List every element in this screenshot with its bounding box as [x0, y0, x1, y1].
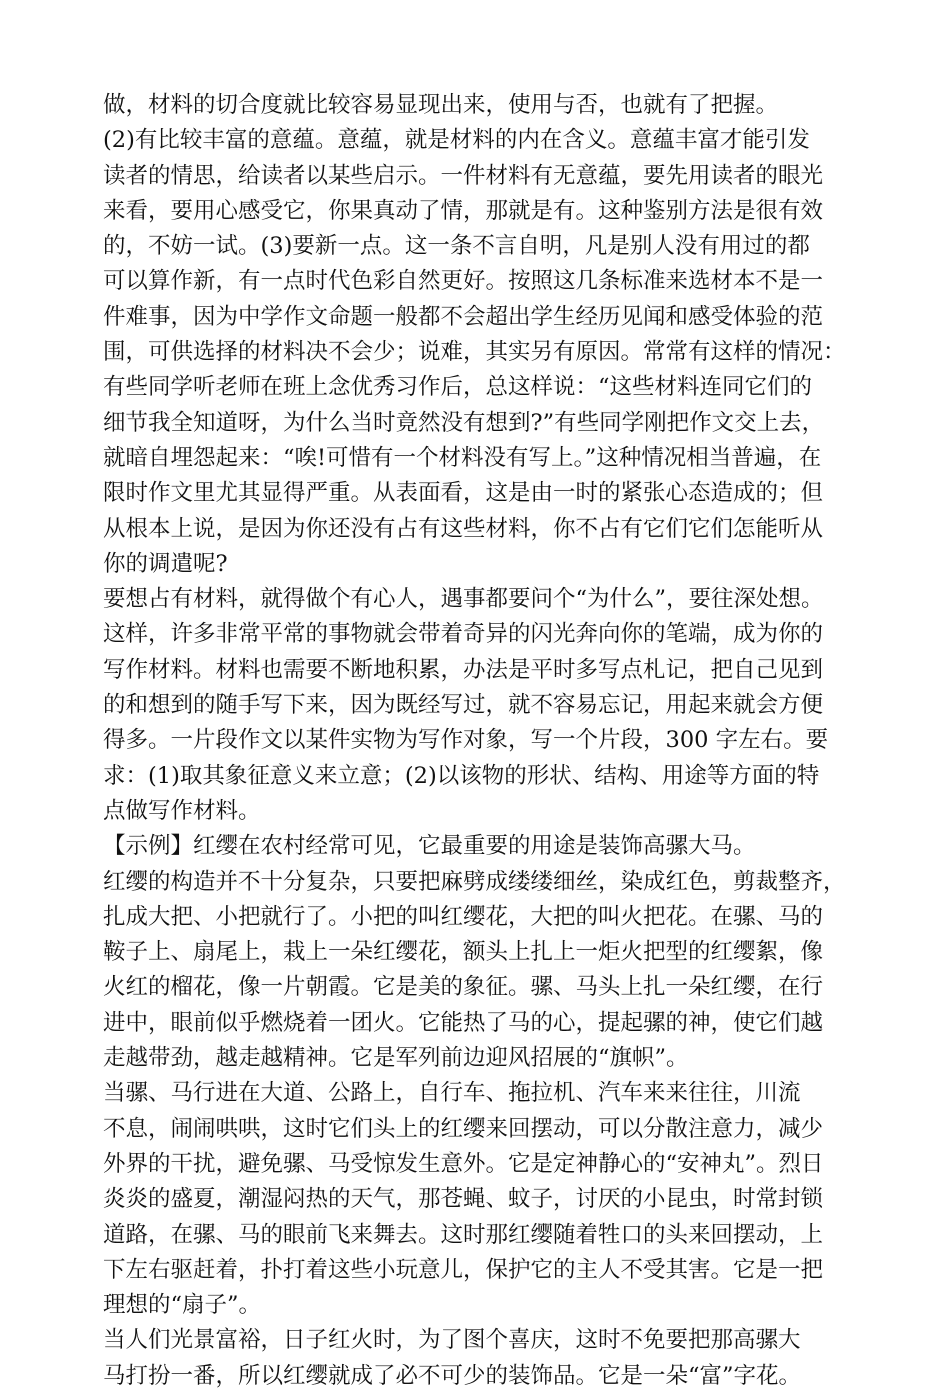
text-line: 你的调遣呢?: [103, 550, 228, 577]
text-line: 围，可供选择的材料决不会少；说难，其实另有原因。常常有这样的情况：: [103, 339, 846, 366]
text-line: 件难事，因为中学作文命题一般都不会超出学生经历见闻和感受体验的范: [103, 303, 824, 330]
text-line: 当骡、马行进在大道、公路上，自行车、拖拉机、汽车来来往往，川流: [103, 1080, 801, 1107]
text-line: 下左右驱赶着，扑打着这些小玩意儿，保护它的主人不受其害。它是一把: [103, 1256, 824, 1283]
text-line: 进中，眼前似乎燃烧着一团火。它能热了马的心，提起骡的神，使它们越: [103, 1009, 824, 1036]
text-line: 鞍子上、扇尾上，栽上一朵红缨花，额头上扎上一炬火把型的红缨絮，像: [103, 939, 824, 966]
text-line: 道路，在骡、马的眼前飞来舞去。这时那红缨随着牲口的头来回摆动，上: [103, 1221, 824, 1248]
text-line: 红缨的构造并不十分复杂，只要把麻劈成缕缕细丝，染成红色，剪裁整齐，: [103, 868, 846, 895]
text-line: 细节我全知道呀，为什么当时竟然没有想到?”有些同学刚把作文交上去，: [103, 409, 825, 436]
text-line: 限时作文里尤其显得严重。从表面看，这是由一时的紧张心态造成的；但: [103, 480, 824, 507]
text-line: 火红的榴花，像一片朝霞。它是美的象征。骡、马头上扎一朵红缨，在行: [103, 974, 824, 1001]
text-line: 走越带劲，越走越精神。它是军列前边迎风招展的“旗帜”。: [103, 1045, 689, 1072]
text-line: 求：(1)取其象征意义来立意；(2)以该物的形状、结构、用途等方面的特: [103, 762, 820, 789]
text-line: 做，材料的切合度就比较容易显现出来，使用与否，也就有了把握。: [103, 92, 779, 118]
text-line: 从根本上说，是因为你还没有占有这些材料，你不占有它们它们怎能听从: [103, 515, 824, 542]
text-line: 的和想到的随手写下来，因为既经写过，就不容易忘记，用起来就会方便: [103, 692, 824, 719]
text-line: 的，不妨一试。(3)要新一点。这一条不言自明，凡是别人没有用过的都: [103, 233, 810, 260]
body-text: [103, 88, 863, 1394]
text-line: 马打扮一番，所以红缨就成了必不可少的装饰品。它是一朵“富”字花。: [103, 1362, 802, 1389]
text-line: 扎成大把、小把就行了。小把的叫红缨花，大把的叫火把花。在骡、马的: [103, 903, 824, 930]
text-line: 点做写作材料。: [103, 797, 261, 824]
example-heading-line: 【示例】红缨在农村经常可见，它最重要的用途是装饰高骡大马。: [103, 833, 756, 860]
text-line: 写作材料。材料也需要不断地积累，办法是平时多写点札记，把自己见到: [103, 656, 824, 683]
text-line: 可以算作新，有一点时代色彩自然更好。按照这几条标准来选材本不是一: [103, 268, 824, 295]
text-line: (2)有比较丰富的意蕴。意蕴，就是材料的内在含义。意蕴丰富才能引发: [103, 127, 810, 154]
text-line: 外界的干扰，避免骡、马受惊发生意外。它是定神静心的“安神丸”。烈日: [103, 1150, 824, 1177]
text-line: 理想的“扇子”。: [103, 1292, 262, 1319]
text-line: 得多。一片段作文以某件实物为写作对象，写一个片段，300 字左右。要: [103, 727, 829, 754]
text-line: 要想占有材料，就得做个有心人，遇事都要问个“为什么”，要往深处想。: [103, 586, 824, 613]
text-line: 当人们光景富裕，日子红火时，为了图个喜庆，这时不免要把那高骡大: [103, 1327, 801, 1354]
text-line: 这样，许多非常平常的事物就会带着奇异的闪光奔向你的笔端，成为你的: [103, 621, 824, 648]
text-line: 炎炎的盛夏，潮湿闷热的天气，那苍蝇、蚊子，讨厌的小昆虫，时常封锁: [103, 1186, 824, 1213]
text-line: 读者的情思，给读者以某些启示。一件材料有无意蕴，要先用读者的眼光: [103, 162, 824, 189]
text-line: 来看，要用心感受它，你果真动了情，那就是有。这种鉴别方法是很有效: [103, 197, 824, 224]
text-line: 就暗自埋怨起来：“唉!可惜有一个材料没有写上。”这种情况相当普遍，在: [103, 444, 822, 471]
text-line: 有些同学听老师在班上念优秀习作后，总这样说：“这些材料连同它们的: [103, 374, 813, 401]
text-line: 不息，闹闹哄哄，这时它们头上的红缨来回摆动，可以分散注意力，减少: [103, 1115, 824, 1142]
